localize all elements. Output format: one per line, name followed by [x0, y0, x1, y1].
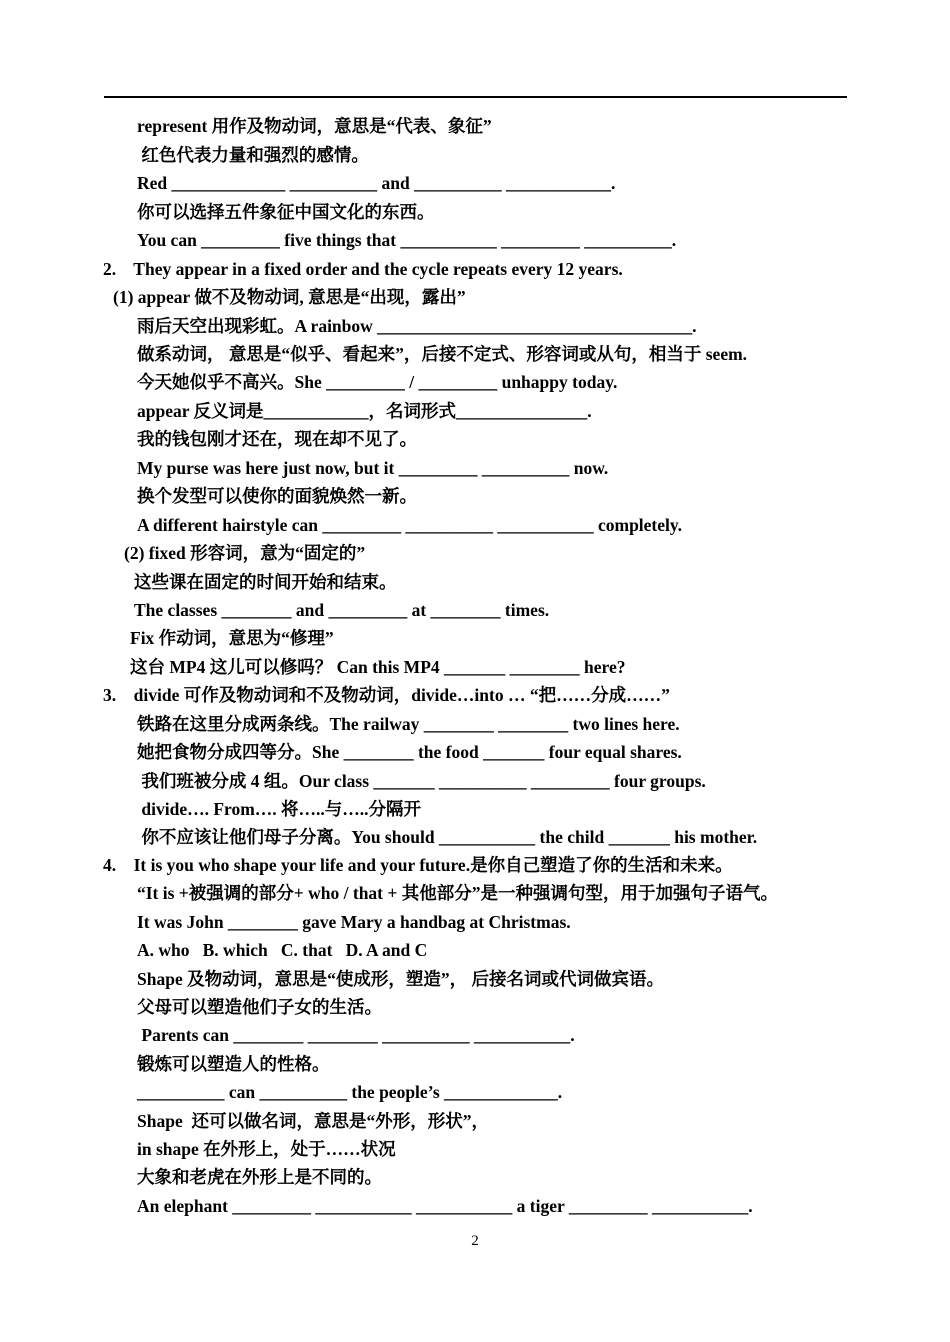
text-line: The classes ________ and _________ at ________ times.: [134, 600, 550, 620]
text-line: It was John ________ gave Mary a handbag at Christmas.: [137, 912, 571, 932]
text-line: My purse was here just now, but it _________ __________ now.: [137, 458, 609, 478]
text-line: appear 反义词是____________，名词形式_______________.: [137, 401, 592, 421]
text-line: “It is +被强调的部分+ who / that + 其他部分”是一种强调句型，用于加强句子语气。: [137, 883, 778, 903]
text-line: 我的钱包刚才还在，现在却不见了。: [137, 429, 417, 449]
section-heading-2: 2. They appear in a fixed order and the cycle repeats every 12 years.: [103, 259, 623, 279]
page-number: 2: [471, 1233, 479, 1249]
text-line: 父母可以塑造他们子女的生活。: [137, 997, 382, 1017]
text-line: in shape 在外形上，处于……状况: [137, 1139, 396, 1159]
section-heading-3: 3. divide 可作及物动词和不及物动词，divide…into … “把……分成……”: [103, 685, 670, 705]
text-line: Fix 作动词，意思为“修理”: [130, 628, 334, 648]
text-line: 雨后天空出现彩虹。A rainbow ____________________________________.: [137, 316, 697, 336]
text-line: 这些课在固定的时间开始和结束。: [134, 572, 397, 592]
text-line: 今天她似乎不高兴。She _________ / _________ unhappy today.: [137, 372, 618, 392]
text-line: (2) fixed 形容词，意为“固定的”: [124, 543, 366, 563]
text-line: 她把食物分成四等分。She ________ the food _______ four equal shares.: [137, 742, 682, 762]
text-line: 锻炼可以塑造人的性格。: [137, 1054, 330, 1074]
text-line: __________ can __________ the people’s _____________.: [137, 1082, 563, 1102]
text-line: 我们班被分成 4 组。Our class _______ __________ _________ four groups.: [137, 771, 706, 791]
text-line: Shape 还可以做名词，意思是“外形，形状”，: [137, 1111, 489, 1131]
text-line: Shape 及物动词，意思是“使成形，塑造”， 后接名词或代词做宾语。: [137, 969, 664, 989]
text-line: 你不应该让他们母子分离。You should ___________ the child _______ his mother.: [137, 827, 758, 847]
text-line: Red _____________ __________ and __________ ____________.: [137, 173, 616, 193]
text-line: 铁路在这里分成两条线。The railway ________ ________ two lines here.: [137, 714, 680, 734]
text-line: 做系动词， 意思是“似乎、看起来”，后接不定式、形容词或从句，相当于 seem.: [137, 344, 748, 364]
text-line: Parents can ________ ________ __________ ___________.: [137, 1025, 575, 1045]
text-line: 红色代表力量和强烈的感情。: [137, 145, 369, 165]
text-line: 换个发型可以使你的面貌焕然一新。: [137, 486, 417, 506]
text-line: You can _________ five things that ___________ _________ __________.: [137, 230, 677, 250]
section-heading-4: 4. It is you who shape your life and your future.是你自己塑造了你的生活和未来。: [103, 855, 733, 875]
header-rule: [104, 96, 847, 98]
text-line: divide…. From…. 将…..与…..分隔开: [137, 799, 422, 819]
text-line: 大象和老虎在外形上是不同的。: [137, 1167, 382, 1187]
text-line: A. who B. which C. that D. A and C: [137, 940, 428, 960]
text-line: 你可以选择五件象征中国文化的东西。: [137, 202, 435, 222]
text-line: An elephant _________ ___________ ___________ a tiger _________ ___________.: [137, 1196, 753, 1216]
text-line: represent 用作及物动词，意思是“代表、象征”: [137, 116, 492, 136]
text-line: A different hairstyle can _________ __________ ___________ completely.: [137, 515, 683, 535]
text-line: (1) appear 做不及物动词, 意思是“出现，露出”: [113, 287, 466, 307]
text-line: 这台 MP4 这儿可以修吗？ Can this MP4 _______ ________ here?: [130, 657, 626, 677]
